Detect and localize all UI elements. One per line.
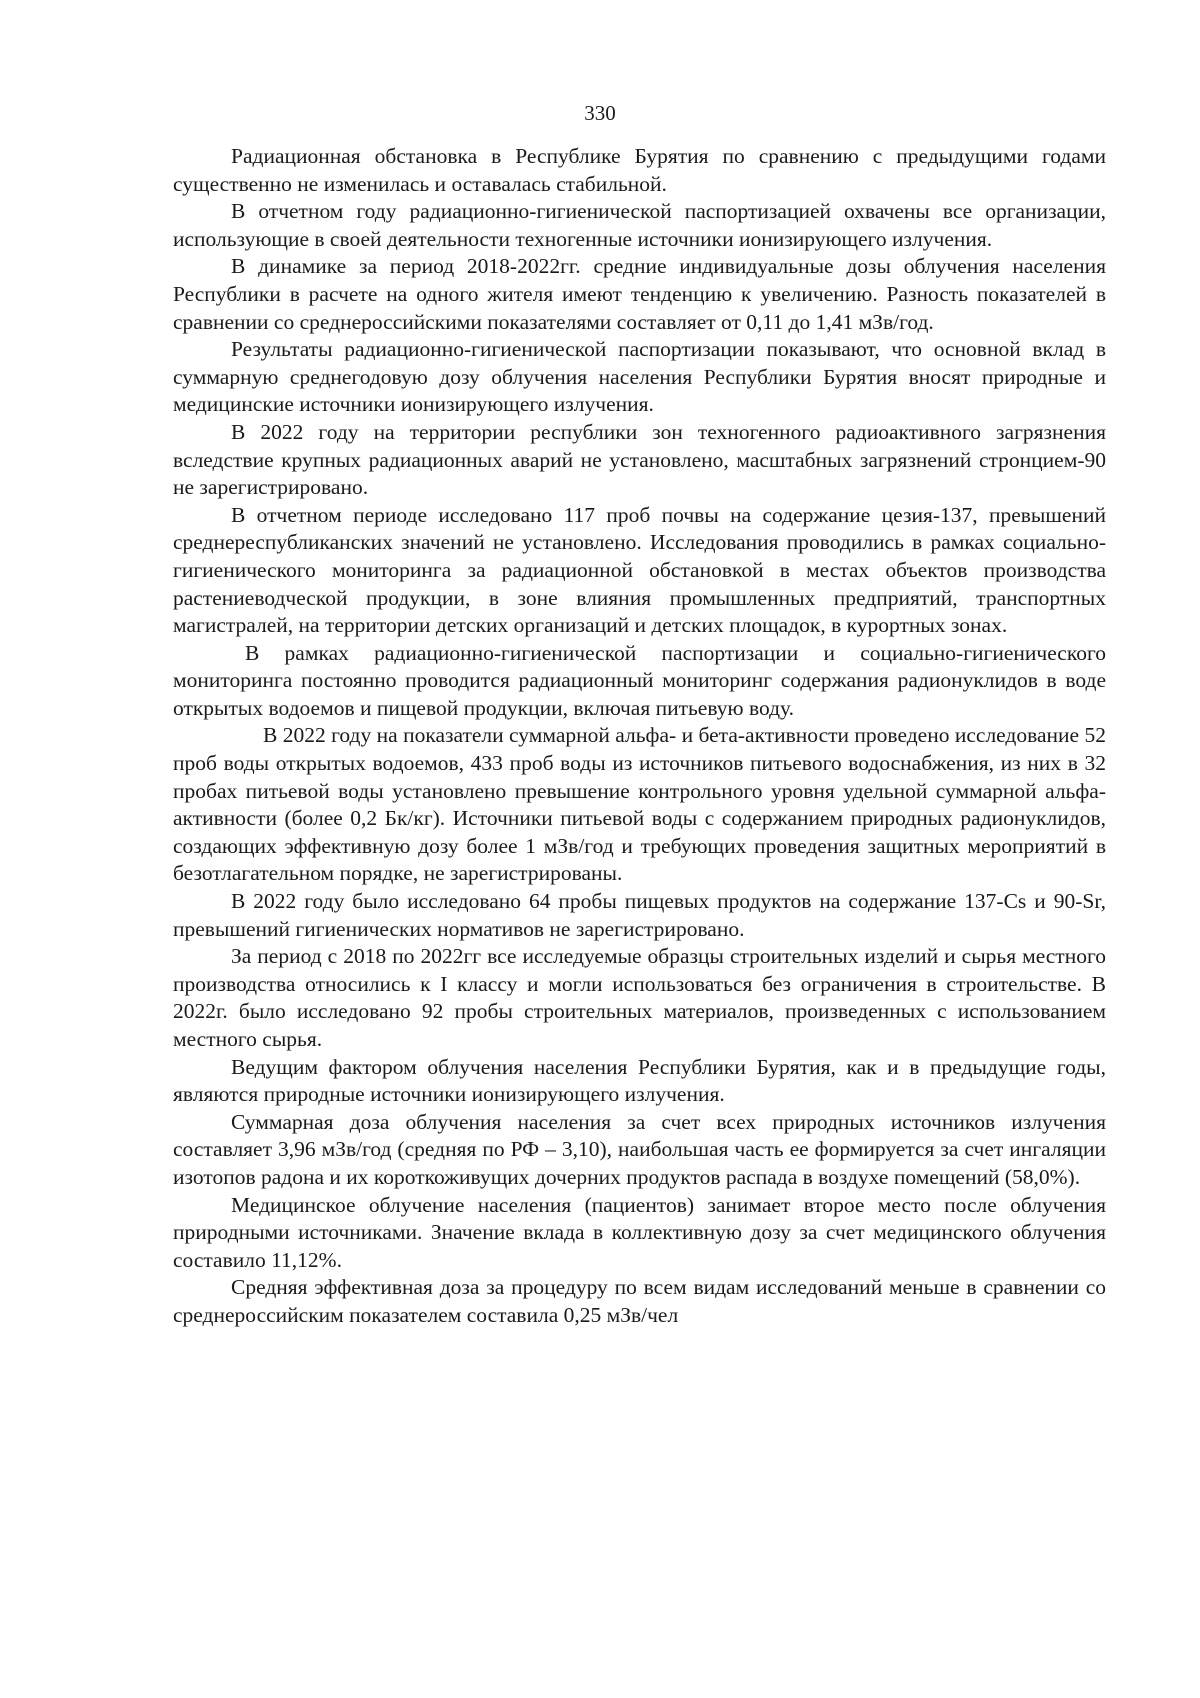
paragraph-medical-exposure: Медицинское облучение населения (пациентов) занимает второе место после облучения природными источниками. Значение вклада в коллективную дозу за счет медицинского облучения составило 11,12%. (173, 1192, 1106, 1272)
paragraph-radionuclide-monitoring: В рамках радиационно-гигиенической паспортизации и социально-гигиенического мониторинга постоянно проводится радиационный мониторинг содержания радионуклидов в воде открытых водоемов и пищевой продукции, включая питьевую воду. (173, 640, 1106, 720)
paragraph-natural-dose: Суммарная доза облучения населения за счет всех природных источников излучения составляет 3,96 мЗв/год (средняя по РФ – 3,10), наибольшая часть ее формируется за счет ингаляции изотопов радона и их короткоживущих дочерних продуктов распада в воздухе помещений (58,0%). (173, 1109, 1106, 1189)
paragraph-passportization-results: Результаты радиационно-гигиенической паспортизации показывают, что основной вклад в суммарную среднегодовую дозу облучения населения Республики Бурятия вносят природные и медицинские источники ионизирующего излучения. (173, 337, 1106, 417)
paragraph-building-materials: За период с 2018 по 2022гг все исследуемые образцы строительных изделий и сырья местного производства относились к I классу и могли использоваться без ограничения в строительстве. В 2022г. было исследовано 92 пробы строительных материалов, произведенных с использованием местного сырья. (173, 944, 1106, 1051)
paragraph-contamination-zones: В 2022 году на территории республики зон техногенного радиоактивного загрязнения вследствие крупных радиационных аварий не установлено, масштабных загрязнений стронцием-90 не зарегистрировано. (173, 419, 1106, 500)
paragraph-dose-dynamics: В динамике за период 2018-2022гг. средние индивидуальные дозы облучения населения Республики в расчете на одного жителя имеют тенденцию к увеличению. Разность показателей в сравнении со среднероссийскими показателями составляет от 0,11 до 1,41 мЗв/год. (173, 254, 1106, 334)
paragraph-food-samples: В 2022 году было исследовано 64 пробы пищевых продуктов на содержание 137-Cs и 90-Sr, превышений гигиенических нормативов не зарегистрировано. (173, 889, 1106, 941)
paragraph-radiation-situation: Радиационная обстановка в Республике Бурятия по сравнению с предыдущими годами существенно не изменилась и оставалась стабильной. (173, 144, 1106, 196)
paragraph-soil-samples: В отчетном периоде исследовано 117 проб почвы на содержание цезия-137, превышений среднереспубликанских значений не установлено. Исследования проводились в рамках социально-гигиенического мониторинга за радиационной обстановкой в местах объектов производства растениеводческой продукции, в зоне влияния промышленных предприятий, транспортных магистралей, на территории детских организаций и детских площадок, в курортных зонах. (173, 502, 1106, 638)
paragraph-procedure-dose: Средняя эффективная доза за процедуру по всем видам исследований меньше в сравнении со среднероссийским показателем составила 0,25 мЗв/чел (173, 1275, 1106, 1327)
paragraph-passportization-coverage: В отчетном году радиационно-гигиенической паспортизацией охвачены все организации, использующие в своей деятельности техногенные источники ионизирующего излучения. (173, 199, 1106, 251)
page-number: 330 (584, 101, 616, 125)
paragraph-water-samples: В 2022 году на показатели суммарной альфа- и бета-активности проведено исследование 52 проб воды открытых водоемов, 433 проб воды из источников питьевого водоснабжения, из них в 32 пробах питьевой воды установлено превышение контрольного уровня удельной суммарной альфа- активности (более 0,2 Бк/кг). Источники питьевой воды с содержанием природных радионуклидов, создающих эффективную дозу более 1 мЗв/год и требующих проведения защитных мероприятий в безотлагательном порядке, не зарегистрированы. (173, 723, 1106, 886)
document-body (173, 143, 1106, 1330)
paragraph-leading-factor: Ведущим фактором облучения населения Республики Бурятия, как и в предыдущие годы, являются природные источники ионизирующего излучения. (173, 1054, 1106, 1107)
